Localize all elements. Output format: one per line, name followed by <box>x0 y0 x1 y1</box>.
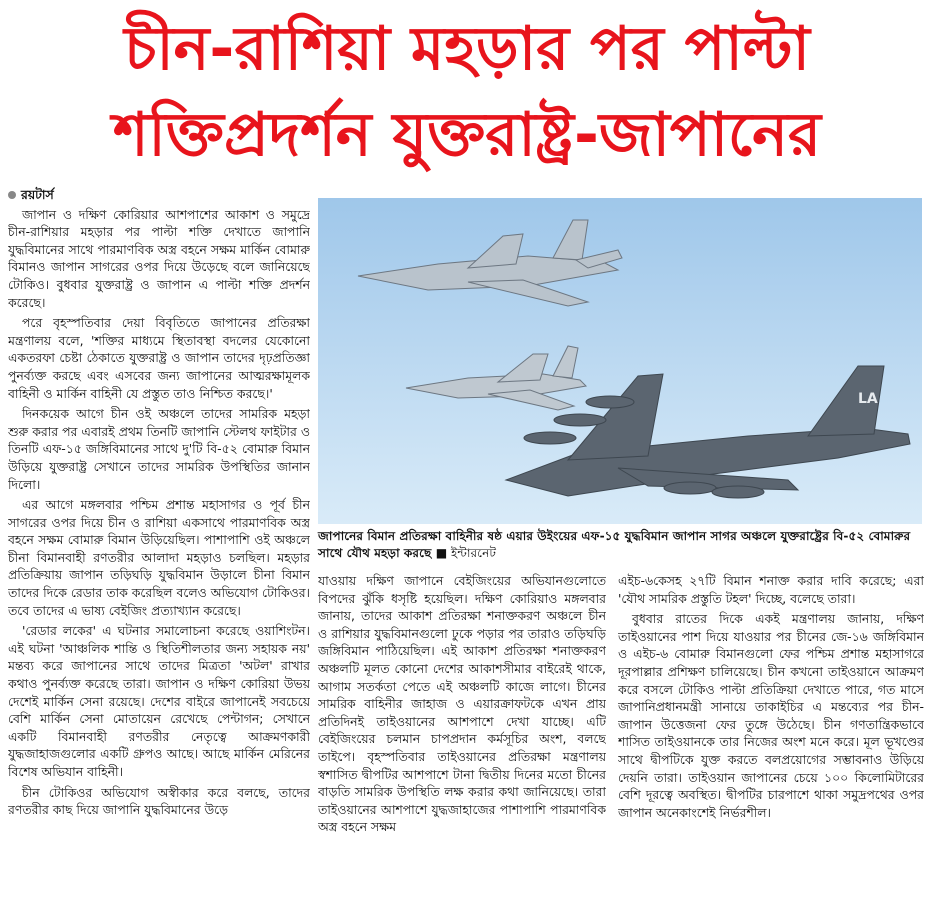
article-column-1 <box>8 186 310 906</box>
paragraph: এইচ-৬কেসহ ২৭টি বিমান শনাক্ত করার দাবি করেছে; এরা 'যৌথ সামরিক প্রস্তুতি টহল' দিচ্ছে, বলেছে তারা। <box>618 573 924 606</box>
news-photo <box>318 198 922 524</box>
article-column-3 <box>618 572 924 906</box>
paragraph: যাওয়ায় দক্ষিণ জাপানে বেইজিংয়ের অভিযানগুলোতে বিপদের ঝুঁকি ধসৃষ্টি হয়েছিল। দক্ষিণ কোরিয়াও মঙ্গলবার জানায়, তাদের আকাশ প্রতিরক্ষা শনাক্তকরণ অঞ্চলে চীন ও রাশিয়ার যুদ্ধবিমানগুলো ঢুকে পড়ার পর তারাও তড়িঘড়ি জঙ্গিবিমান পাঠিয়েছিল। এই আকাশ প্রতিরক্ষা শনাক্তকরণ অঞ্চলটি মূলত কোনো দেশের আকাশসীমার বাইরেই থাকে, আগাম সতর্কতা পেতে এই অঞ্চলটি কাজে লাগে। চীনের সামরিক বাহিনীর জাহাজ ও এয়ারক্রাফটকে এখন প্রায় প্রতিদিনই তাইওয়ানের আশপাশে দেখা যাচ্ছে। এটি বেইজিংয়ের চলমান চাপপ্রদান কর্মসূচির অংশ, বলছে তাইপে। বৃহস্পতিবার তাইওয়ানের প্রতিরক্ষা মন্ত্রণালয় স্বশাসিত দ্বীপটির আশপাশে টানা দ্বিতীয় দিনের মতো চীনের বাড়তি সামরিক উপস্থিতি লক্ষ করার কথা জানিয়েছে। তারা তাইওয়ানের আশপাশে যুদ্ধজাহাজের পাশাপাশি পারমাণবিক অস্ত্র বহনে সক্ষম <box>318 573 606 835</box>
paragraph: চীন টোকিওর অভিযোগ অস্বীকার করে বলছে, তাদের রণতরীর কাছ দিয়ে জাপানি যুদ্ধবিমানের উড়ে <box>8 784 310 818</box>
aircraft-formation-icon <box>318 198 922 524</box>
paragraph: দিনকয়েক আগে চীন ওই অঞ্চলে তাদের সামরিক মহড়া শুরু করার পর এবারই প্রথম তিনটি জাপানি স্টেলথ ফাইটার ও তিনটি এফ-১৫ জঙ্গিবিমানের সাথে দু'টি বি-৫২ বোমারু বিমান উড়িয়ে যুক্তরাষ্ট্র সেখানে তাদের সামরিক উপস্থিতির জানান দিলো। <box>8 406 310 492</box>
headline-line-1: চীন-রাশিয়া মহড়ার পর পাল্টা <box>124 14 810 84</box>
article-column-2 <box>318 572 606 906</box>
byline-text: রয়টার্স <box>21 187 54 202</box>
photo-caption <box>318 528 922 562</box>
paragraph: বুধবার রাতের দিকে একই মন্ত্রণালয় জানায়, দক্ষিণ তাইওয়ানের পাশ দিয়ে যাওয়ার পর চীনের জে-১৬ জঙ্গিবিমান ও এইচ-৬ বোমারু বিমানগুলো ফের পশ্চিম প্রশান্ত মহাসাগরে দূরপাল্লার প্রশিক্ষণ চালিয়েছে। চীন কখনো তাইওয়ানে আক্রমণ করে বসলে টোকিও পাল্টা প্রতিক্রিয়া দেখাতে পারে, গত মাসে জাপানিপ্রধানমন্ত্রী সানায়ে তাকাইচির এ মন্তব্যের পর চীন-জাপান উত্তেজনা ফের তুঙ্গে উঠেছে। চীন গণতান্ত্রিকভাবে শাসিত তাইওয়ানকে তার নিজের অংশ মনে করে। মূল ভূখণ্ডের সাথে দ্বীপটিকে যুক্ত করতে বলপ্রয়োগের সম্ভাবনাও উড়িয়ে দেয়নি তারা। তাইওয়ান জাপানের চেয়ে ১০০ কিলোমিটারের বেশি দূরত্বে অবস্থিত। দ্বীপটির চারপাশে থাকা সমুদ্রপথের ওপর জাপান অনেকাংশেই নির্ভরশীল। <box>618 611 924 820</box>
headline-line-2: শক্তিপ্রদর্শন যুক্তরাষ্ট্র-জাপানের <box>113 100 821 170</box>
paragraph: পরে বৃহস্পতিবার দেয়া বিবৃতিতে জাপানের প্রতিরক্ষা মন্ত্রণালয় বলে, 'শক্তির মাধ্যমে স্থিতাবস্থা বদলের যেকোনো একতরফা চেষ্টা ঠেকাতে যুক্তরাষ্ট্র ও জাপান তাদের দৃঢ়প্রতিজ্ঞা পুনর্ব্যক্ত করছে এবং এসবের জন্য জাপানের আত্মরক্ষামূলক বাহিনী ও মার্কিন বাহিনী যে প্রস্তুত তাও নিশ্চিত করছে।' <box>8 315 310 401</box>
caption-text: জাপানের বিমান প্রতিরক্ষা বাহিনীর ষষ্ঠ এয়ার উইংয়ের এফ-১৫ যুদ্ধবিমান জাপান সাগর অঞ্চলে যুক্তরাষ্ট্রের বি-৫২ বোমারুর সাথে যৌথ মহড়া করছে <box>318 529 911 560</box>
paragraph: 'রেডার লকের' এ ঘটনার সমালোচনা করেছে ওয়াশিংটন। এই ঘটনা 'আঞ্চলিক শান্তি ও স্থিতিশীলতার জন্য সহায়ক নয়' মন্তব্য করে জাপানের সাথে তাদের মিত্রতা 'অটল' রাখার কথাও পুনর্ব্যক্ত করেছে তারা। জাপান ও দক্ষিণ কোরিয়া উভয় দেশেই মার্কিন সেনা রয়েছে। দেশের বাইরে জাপানেই সবচেয়ে বেশি মার্কিন সেনা মোতায়েন রেখেছে পেন্টাগন; সেখানে একটি বিমানবাহী রণতরীর নেতৃত্বে আক্রমণকারী যুদ্ধজাহাজগুলোর একটি গ্রুপও আছে। আছে মার্কিন মেরিনের বিশেষ অভিযান বাহিনী। <box>8 623 310 779</box>
bullet-icon <box>8 191 16 199</box>
paragraph: এর আগে মঙ্গলবার পশ্চিম প্রশান্ত মহাসাগর ও পূর্ব চীন সাগরের ওপর দিয়ে চীন ও রাশিয়া একসাথে পারমাণবিক অস্ত্র বহনে সক্ষম বোমারু বিমান উড়িয়েছিল। পাশাপাশি ওই অঞ্চলে চীনা বিমানবাহী রণতরীর আলাদা মহড়াও চলছিল। মহড়ার প্রতিক্রিয়ায় জাপান তড়িঘড়ি যুদ্ধবিমান উড়ালে চীনা বিমান তাদের দিকে রেডার তাক করেছিল বলেও অভিযোগ টোকিওর। তবে তাদের এ ভাষ্য বেইজিং প্রত্যাখ্যান করেছে। <box>8 497 310 618</box>
byline <box>8 186 310 204</box>
bomber-tail-code: LA <box>858 391 878 407</box>
paragraph: জাপান ও দক্ষিণ কোরিয়ার আশপাশের আকাশ ও সমুদ্রে চীন-রাশিয়ার মহড়ার পর পাল্টা শক্তি দেখাতে জাপানি যুদ্ধবিমানের সাথে পারমাণবিক অস্ত্র বহনে সক্ষম মার্কিন বোমারু বিমানও জাপান সাগরের ওপর দিয়ে উড়েছে বলে জানিয়েছে টোকিও। বুধবার যুক্তরাষ্ট্র ও জাপান এ পাল্টা শক্তি প্রদর্শন করেছে। <box>8 206 310 310</box>
headline <box>0 6 934 178</box>
caption-source: ■ ইন্টারনেট <box>435 546 496 560</box>
